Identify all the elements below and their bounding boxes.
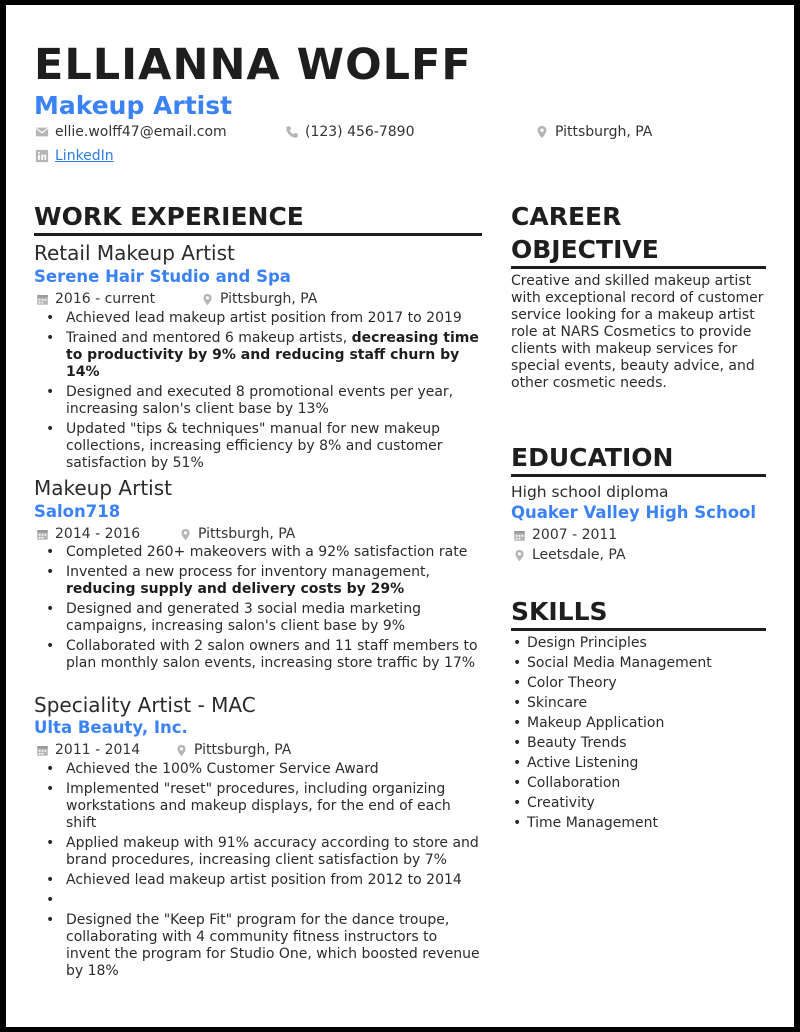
- skill-item: • Active Listening: [511, 755, 771, 772]
- job-company: Salon718: [34, 502, 121, 521]
- section-career-objective-line1: CAREER: [511, 202, 622, 231]
- list-item: • Updated "tips & techniques" manual for new makeup collections, increasing efficiency by 8% and customer satisfaction by 51%: [34, 421, 484, 472]
- job-role: Speciality Artist - MAC: [34, 693, 256, 717]
- list-item: • Achieved the 100% Customer Service Award: [34, 761, 484, 778]
- education-dates-text: 2007 - 2011: [532, 527, 618, 543]
- skill-item: • Beauty Trends: [511, 735, 771, 752]
- job-company: Serene Hair Studio and Spa: [34, 267, 291, 286]
- candidate-name: ELLIANNA WOLFF: [34, 40, 472, 90]
- education-location-text: Leetsdale, PA: [532, 547, 626, 563]
- skill-item: • Design Principles: [511, 635, 771, 652]
- list-item: • Implemented "reset" procedures, including organizing workstations and makeup displays, for the end of each shift: [34, 781, 484, 832]
- calendar-icon: [36, 528, 49, 541]
- envelope-icon: [35, 125, 49, 139]
- education-dates: [513, 525, 617, 545]
- skill-item: • Time Management: [511, 815, 771, 832]
- skill-item: • Collaboration: [511, 775, 771, 792]
- contact-linkedin: [35, 146, 114, 166]
- skill-item: • Makeup Application: [511, 715, 771, 732]
- job-bullets: [34, 761, 484, 983]
- list-item: • Trained and mentored 6 makeup artists, decreasing time to productivity by 9% and reducing staff churn by 14%: [34, 330, 484, 381]
- job-location-text: Pittsburgh, PA: [194, 742, 292, 758]
- job-dates-text: 2014 - 2016: [55, 526, 141, 542]
- objective-text: Creative and skilled makeup artist with exceptional record of customer service looking for a makeup artist role at NARS Cosmetics to provide clients with makeup services for special events, beauty advice, and other cosmetic needs.: [511, 273, 764, 391]
- calendar-icon: [36, 744, 49, 757]
- phone-text: (123) 456-7890: [305, 124, 415, 140]
- section-education: EDUCATION: [511, 443, 674, 472]
- list-item: • Achieved lead makeup artist position from 2012 to 2014: [34, 872, 484, 889]
- education-school: Quaker Valley High School: [511, 503, 757, 522]
- section-divider: [511, 628, 766, 631]
- list-item: • Achieved lead makeup artist position from 2017 to 2019: [34, 310, 484, 327]
- calendar-icon: [513, 529, 526, 542]
- job-location: [201, 289, 317, 309]
- section-work-experience: WORK EXPERIENCE: [34, 202, 304, 231]
- skills-list: [511, 635, 771, 835]
- skill-item: • Color Theory: [511, 675, 771, 692]
- list-item: • Designed and executed 8 promotional events per year, increasing salon's client base by 13%: [34, 384, 484, 418]
- section-skills: SKILLS: [511, 597, 608, 626]
- phone-icon: [285, 125, 299, 139]
- list-item: • Invented a new process for inventory management, reducing supply and delivery costs by 29%: [34, 564, 484, 598]
- section-divider: [511, 266, 766, 269]
- map-pin-icon: [513, 549, 526, 562]
- list-item: • Completed 260+ makeovers with a 92% satisfaction rate: [34, 544, 484, 561]
- contact-email: [35, 122, 227, 142]
- calendar-icon: [36, 293, 49, 306]
- list-item: • Collaborated with 2 salon owners and 11 staff members to plan monthly salon events, increasing store traffic by 17%: [34, 638, 484, 672]
- education-degree: High school diploma: [511, 483, 669, 501]
- job-bullets: [34, 310, 484, 475]
- skill-item: • Creativity: [511, 795, 771, 812]
- job-location-text: Pittsburgh, PA: [198, 526, 296, 542]
- job-dates: [36, 524, 140, 544]
- section-divider: [511, 474, 766, 477]
- contact-phone: [285, 122, 415, 142]
- job-role: Makeup Artist: [34, 476, 172, 500]
- job-company: Ulta Beauty, Inc.: [34, 718, 188, 737]
- linkedin-link[interactable]: LinkedIn: [55, 148, 114, 164]
- list-item: • Designed the "Keep Fit" program for the dance troupe, collaborating with 4 community fitness instructors to invent the program for Studio One, which boosted revenue by 18%: [34, 912, 484, 980]
- job-dates: [36, 740, 140, 760]
- job-location: [175, 740, 291, 760]
- linkedin-icon: [35, 149, 49, 163]
- job-dates-text: 2011 - 2014: [55, 742, 141, 758]
- map-pin-icon: [201, 293, 214, 306]
- list-item: • Applied makeup with 91% accuracy according to store and brand procedures, increasing client satisfaction by 7%: [34, 835, 484, 869]
- job-dates: [36, 289, 155, 309]
- section-divider: [34, 233, 482, 236]
- job-bullets: [34, 544, 484, 675]
- candidate-title: Makeup Artist: [34, 91, 233, 120]
- section-career-objective-line2: OBJECTIVE: [511, 235, 659, 264]
- job-location-text: Pittsburgh, PA: [220, 291, 318, 307]
- job-dates-text: 2016 - current: [55, 291, 156, 307]
- map-pin-icon: [175, 744, 188, 757]
- job-location: [179, 524, 295, 544]
- list-item: • Designed and generated 3 social media marketing campaigns, increasing salon's client base by 9%: [34, 601, 484, 635]
- location-text: Pittsburgh, PA: [555, 124, 653, 140]
- resume-page: [6, 5, 794, 1027]
- education-location: [513, 545, 626, 565]
- email-text: ellie.wolff47@email.com: [55, 124, 227, 140]
- map-pin-icon: [179, 528, 192, 541]
- skill-item: • Skincare: [511, 695, 771, 712]
- skill-item: • Social Media Management: [511, 655, 771, 672]
- map-pin-icon: [535, 125, 549, 139]
- contact-location: [535, 122, 652, 142]
- list-item: [34, 892, 484, 909]
- job-role: Retail Makeup Artist: [34, 241, 235, 265]
